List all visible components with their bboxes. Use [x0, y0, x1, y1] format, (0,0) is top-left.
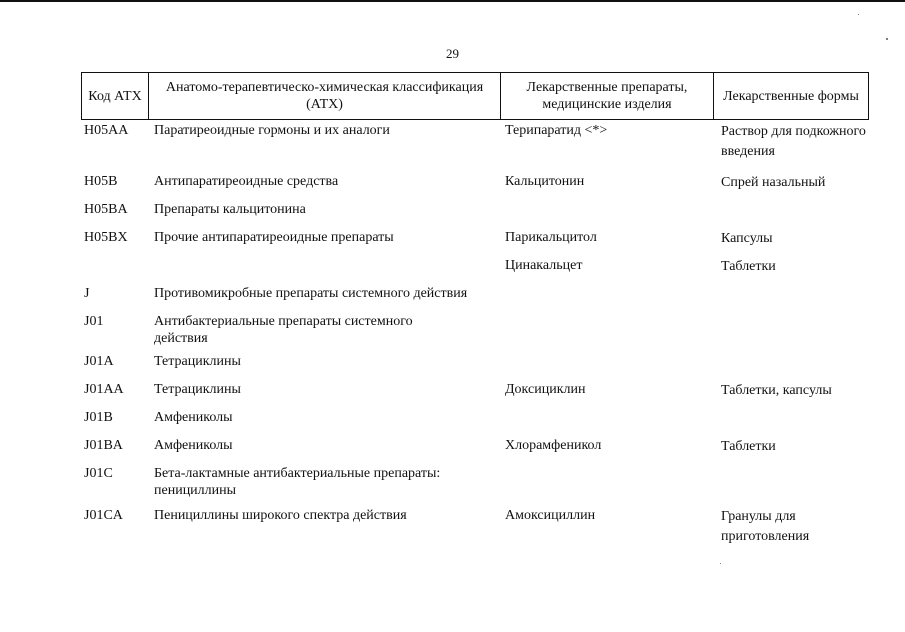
- cell-classification: Бета-лактамные антибактериальные препараты: пенициллины: [154, 466, 441, 498]
- cell-code: J01BA: [84, 438, 123, 453]
- cell-classification: Тетрациклины: [154, 354, 241, 369]
- cell-code: J01: [84, 314, 104, 329]
- cell-drug: Парикальцитол: [505, 230, 597, 245]
- scan-speck: [886, 38, 888, 40]
- cell-classification: Пенициллины широкого спектра действия: [154, 508, 407, 523]
- cell-code: H05BX: [84, 230, 128, 245]
- cell-form: Таблетки: [721, 439, 776, 454]
- table-header: [81, 72, 869, 120]
- cell-drug: Кальцитонин: [505, 174, 585, 189]
- scan-top-edge: [0, 0, 905, 2]
- cell-code: J01C: [84, 466, 113, 481]
- cell-form: Таблетки, капсулы: [721, 383, 832, 398]
- cell-code: J01CA: [84, 508, 123, 523]
- cell-code: J01AA: [84, 382, 124, 397]
- cell-classification: Амфениколы: [154, 410, 233, 425]
- cell-classification: Паратиреоидные гормоны и их аналоги: [154, 123, 390, 138]
- cell-form: Капсулы: [721, 231, 773, 246]
- cell-drug: Терипаратид <*>: [505, 123, 608, 138]
- header-drugs: Лекарственные препараты, медицинские изделия: [500, 73, 713, 119]
- cell-code: H05BA: [84, 202, 128, 217]
- table-body: [81, 120, 869, 632]
- page-number: 29: [446, 46, 459, 61]
- cell-classification: Прочие антипаратиреоидные препараты: [154, 230, 394, 245]
- header-classification: Анатомо-терапевтическо-химическая классификация (АТХ): [148, 73, 500, 119]
- cell-classification: Тетрациклины: [154, 382, 241, 397]
- cell-form: Раствор для подкожного введения: [721, 124, 866, 159]
- cell-code: H05B: [84, 174, 118, 189]
- cell-classification: Препараты кальцитонина: [154, 202, 306, 217]
- header-forms: Лекарственные формы: [713, 73, 868, 119]
- cell-drug: Доксициклин: [505, 382, 586, 397]
- cell-code: H05AA: [84, 123, 129, 138]
- scan-speck: [720, 563, 721, 564]
- cell-drug: Амоксициллин: [505, 508, 596, 523]
- cell-code: J: [84, 286, 90, 301]
- cell-code: J01B: [84, 410, 113, 425]
- cell-form: Спрей назальный: [721, 175, 826, 190]
- cell-classification: Амфениколы: [154, 438, 233, 453]
- cell-form: Таблетки: [721, 259, 776, 274]
- cell-form: Гранулы для приготовления: [721, 509, 810, 544]
- scan-speck: [858, 14, 859, 15]
- cell-classification: Противомикробные препараты системного действия: [154, 286, 468, 301]
- cell-drug: Хлорамфеникол: [505, 438, 602, 453]
- cell-classification: Антибактериальные препараты системного действия: [154, 314, 413, 346]
- cell-classification: Антипаратиреоидные средства: [154, 174, 339, 189]
- cell-code: J01A: [84, 354, 114, 369]
- cell-drug: Цинакальцет: [505, 258, 583, 273]
- header-code: Код АТХ: [88, 88, 142, 104]
